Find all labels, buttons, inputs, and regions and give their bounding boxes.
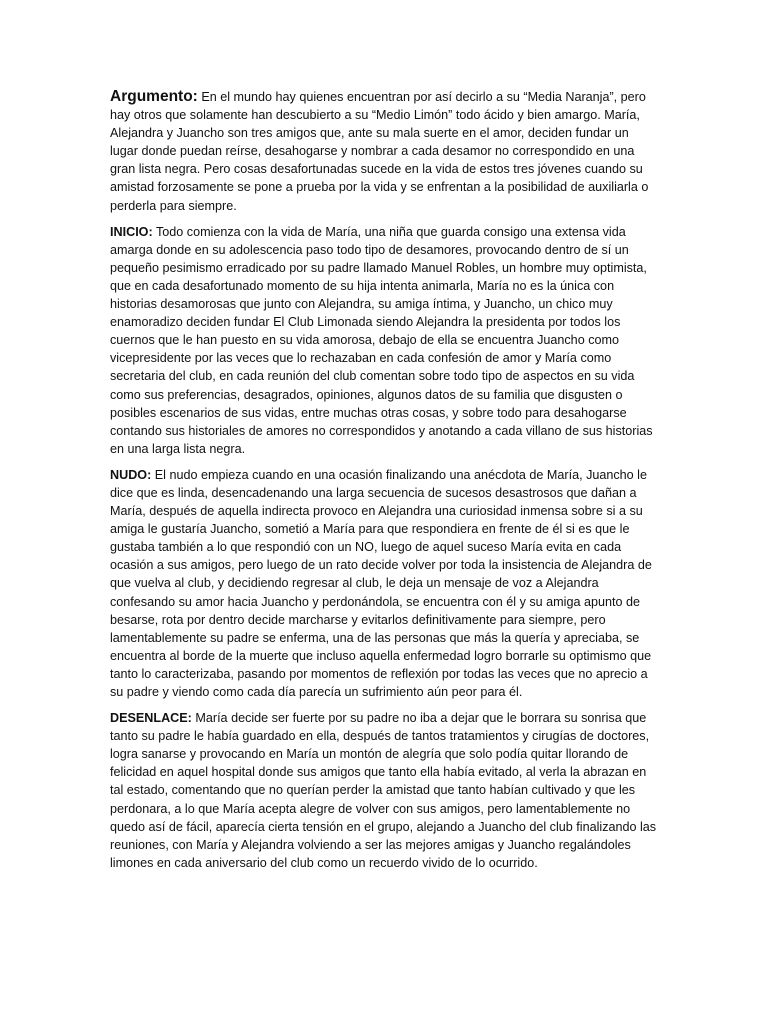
argumento-text: En el mundo hay quienes encuentran por así decirlo a su “Media Naranja”, pero hay otros que solamente han descubierto a su “Medio Limón” todo ácido y bien amargo. María, Alejandra y Juancho son tres amigos que, ante su mala suerte en el amor, deciden fundar un lugar donde puedan reírse, desahogarse y nombrar a cada desamor no correspondido en una gran lista negra. Pero cosas desafortunadas sucede en la vida de estos tres jóvenes cuando su amistad forzosamente se pone a prueba por la vida y se enfrentan a la posibilidad de auxiliarla o perderla para siempre. (110, 90, 649, 213)
argumento-paragraph (110, 88, 658, 215)
desenlace-paragraph (110, 709, 658, 872)
desenlace-text: María decide ser fuerte por su padre no iba a dejar que le borrara su sonrisa que tanto su padre le había guardado en ella, después de tantos tratamientos y cirugías de doctores, logra sanarse y provocando en María un montón de alegría que solo podía quitar llorando de felicidad en aquel hospital donde sus amigos que tanto ella había evitado, al verla la abrazan en tal estado, comentando que no querían perder la amistad que tanto habían cultivado y que les perdonara, a lo que María acepta alegre de volver con sus amigos, pero lamentablemente no quedo así de fácil, aparecía cierta tensión en el grupo, alejando a Juancho del club finalizando las reuniones, con María y Alejandra volviendo a ser las mejores amigas y Juancho regalándoles limones en cada aniversario del club como un recuerdo vivido de lo ocurrido. (110, 711, 657, 870)
nudo-paragraph (110, 466, 658, 701)
nudo-text: El nudo empieza cuando en una ocasión finalizando una anécdota de María, Juancho le dice que es linda, desencadenando una larga secuencia de sucesos desastrosos que dañan a María, después de aquella indirecta provoco en Alejandra una curiosidad inmensa sobre si a su amiga le gustaría Juancho, sometió a María para que respondiera en frente de él si es que le gustaba también a lo que respondió con un NO, luego de aquel suceso María evita en cada ocasión a sus amigos, pero luego de un rato decide volver por toda la insistencia de Alejandra de que vuelva al club, y decidiendo regresar al club, le deja un mensaje de voz a Alejandra confesando su amor hacia Juancho y perdonándola, se encuentra con él y su amiga apunto de besarse, rota por dentro decide marcharse y evitarlos definitivamente para siempre, pero lamentablemente su padre se enferma, una de las personas que más la quería y apreciaba, se encuentra al borde de la muerte que incluso aquella enfermedad logro borrarle su optimismo que tanto lo caracterizaba, pasando por momentos de reflexión por todas las veces que no aprecio a su padre y viendo como cada día parecía un sufrimiento aún peor para él. (110, 467, 652, 699)
inicio-paragraph (110, 223, 658, 458)
nudo-heading: NUDO: (110, 467, 152, 482)
argumento-heading: Argumento: (110, 88, 198, 105)
desenlace-heading: DESENLACE: (110, 711, 192, 726)
document-page (110, 88, 658, 880)
inicio-heading: INICIO: (110, 224, 153, 239)
inicio-text: Todo comienza con la vida de María, una niña que guarda consigo una extensa vida amarga donde en su adolescencia paso todo tipo de desamores, provocando dentro de sí un pequeño pesimismo erradicado por su padre llamado Manuel Robles, un hombre muy optimista, que en cada desafortunado momento de su hija intenta animarla, María no es la única con historias desamorosas que junto con Alejandra, su amiga íntima, y Juancho, un chico muy enamoradizo deciden fundar El Club Limonada siendo Alejandra la presidenta por todos los cuernos que le han puesto en su vida amorosa, debajo de ella se encuentra Juancho como vicepresidente por las veces que lo rechazaban en cada confesión de amor y María como secretaria del club, en cada reunión del club comentan sobre todo tipo de aspectos en su vida como sus preferencias, desagrados, opiniones, algunos datos de su familia que disgusten o posibles escenarios de sus vidas, entre muchas otras cosas, y sobre todo para desahogarse contando sus historiales de amores no correspondidos y anotando a cada villano de sus historias en una larga lista negra. (110, 224, 653, 456)
